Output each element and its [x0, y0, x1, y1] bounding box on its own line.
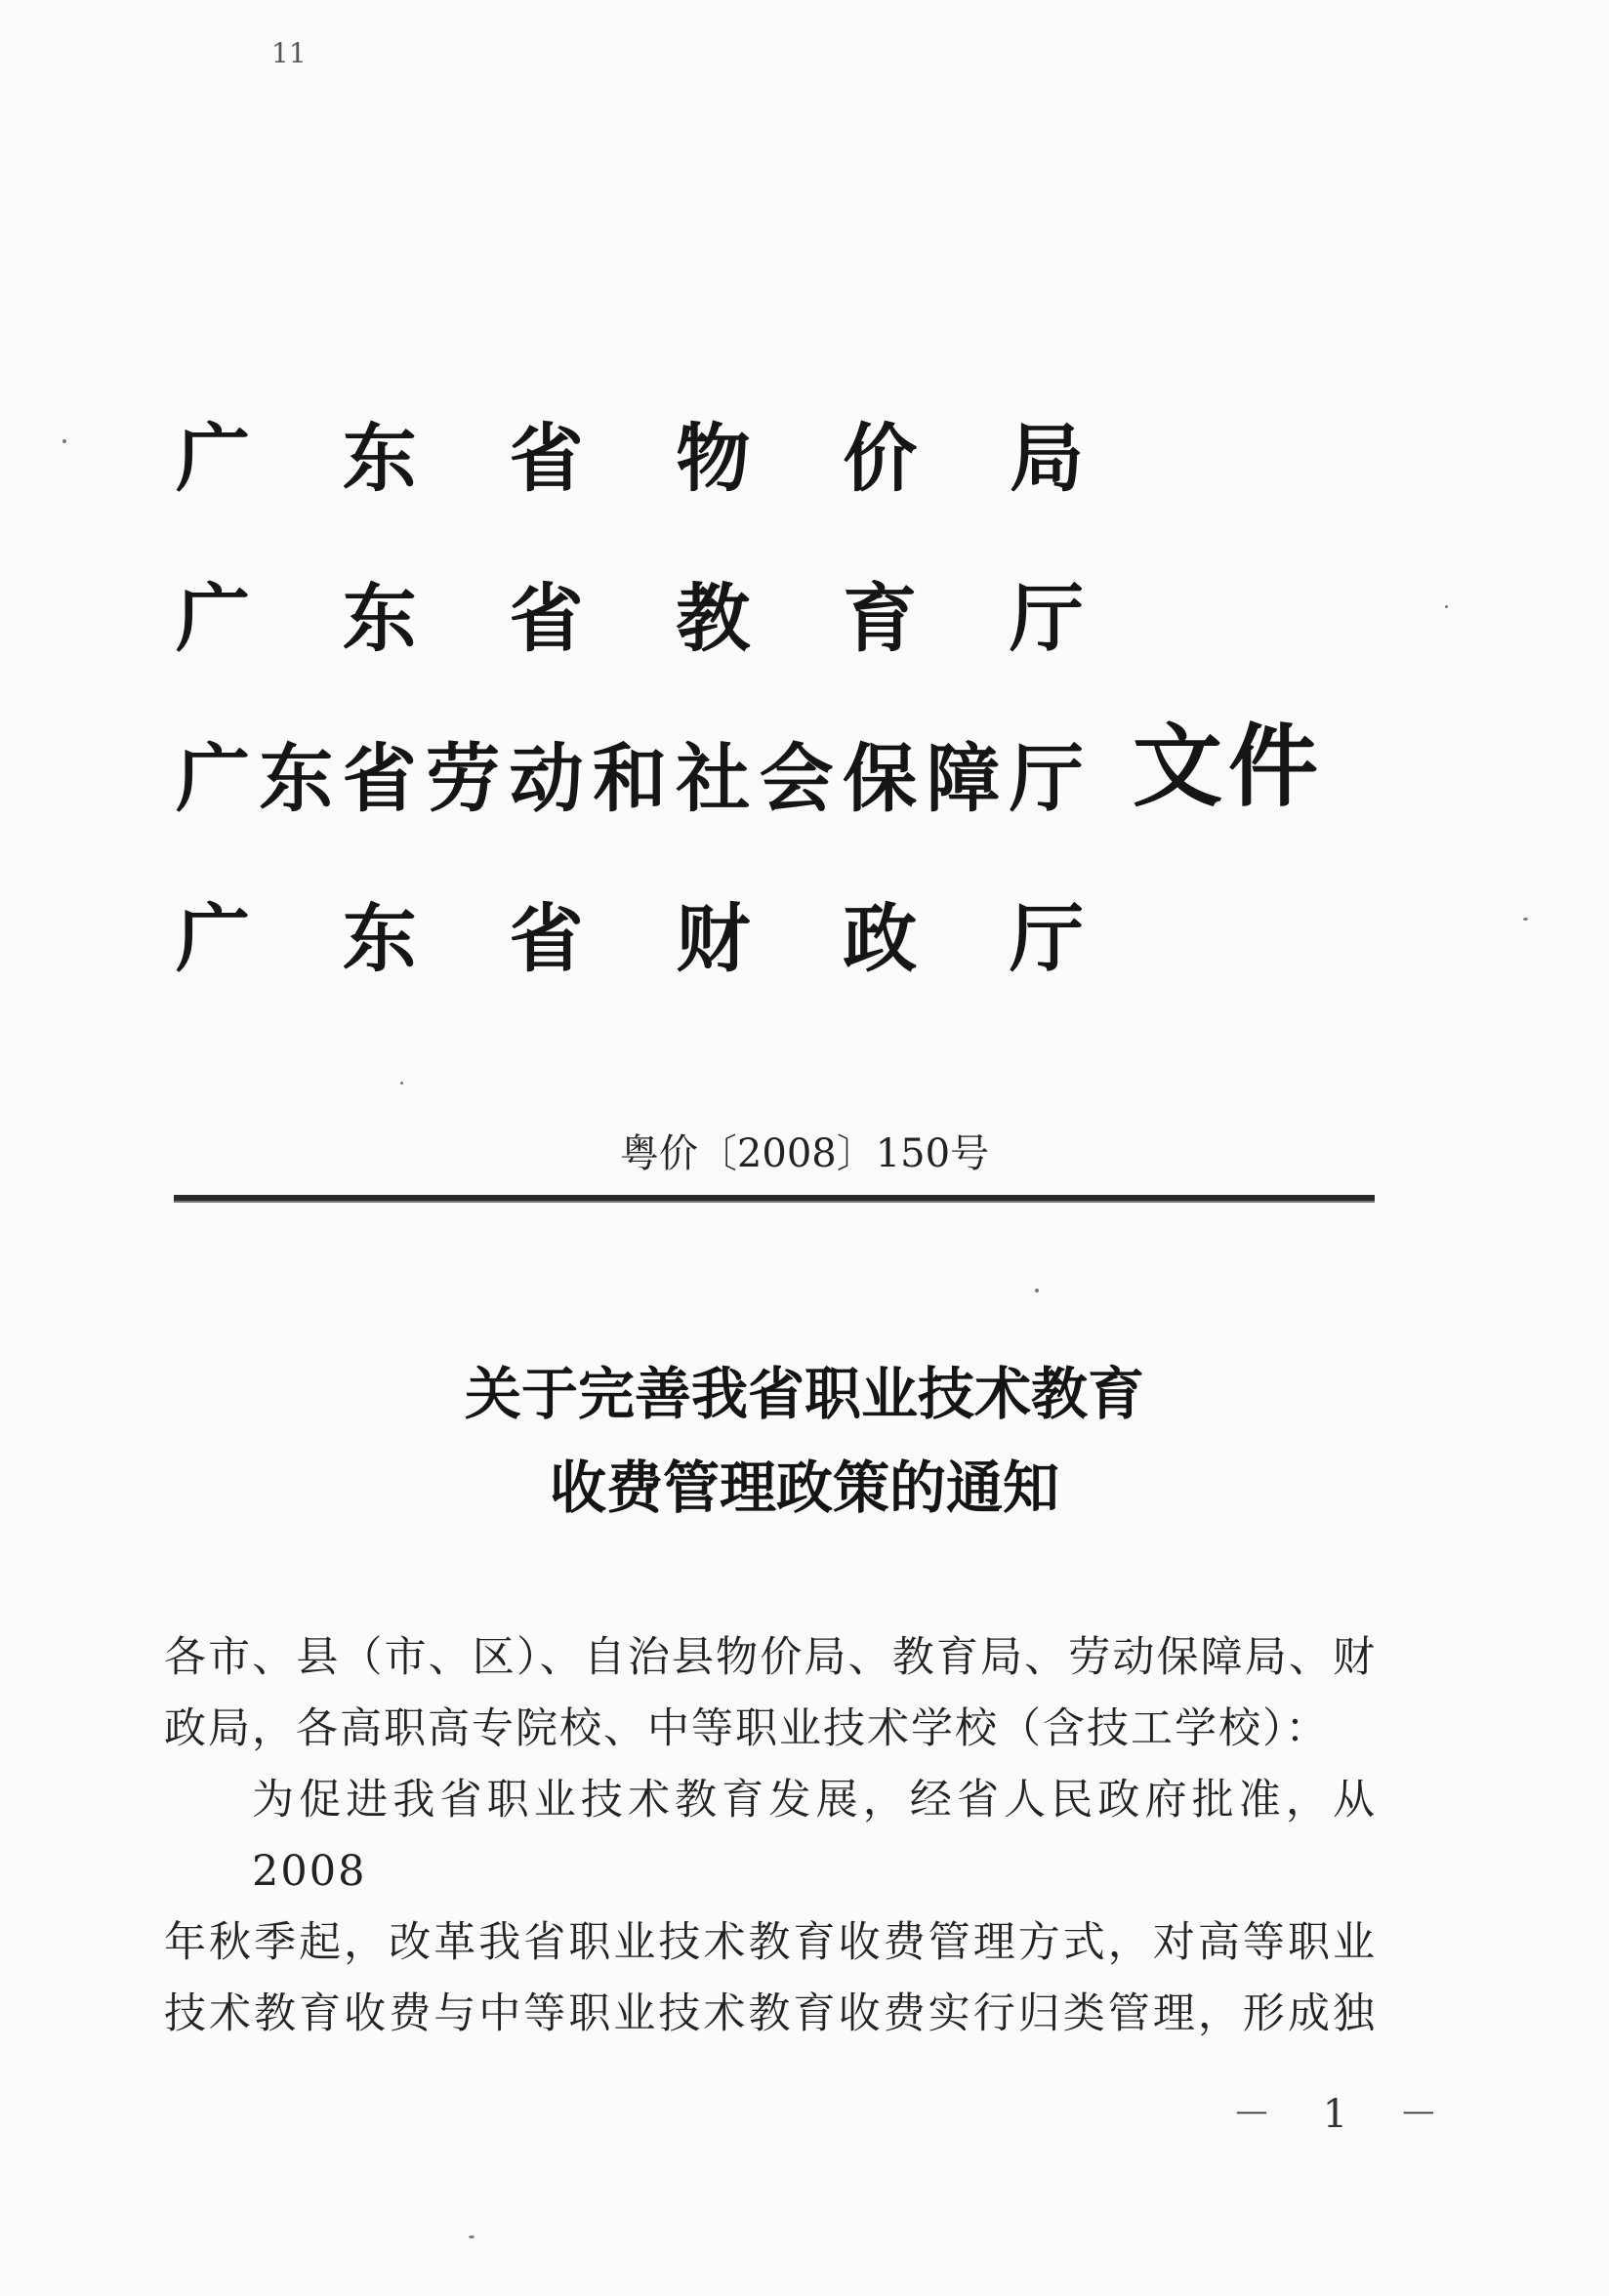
scan-speck — [469, 2235, 474, 2238]
issuer-character: 东 — [342, 895, 417, 982]
header-divider — [174, 1195, 1375, 1203]
issuer-character: 保 — [843, 735, 918, 822]
issuer-character: 省 — [509, 415, 584, 502]
document-type-label: 文件 — [1133, 714, 1325, 819]
issuer-character: 社 — [676, 735, 751, 822]
issuer-character: 省 — [509, 575, 584, 662]
issuer-character: 和 — [592, 735, 667, 822]
issuer-character: 东 — [259, 735, 334, 822]
page-number: － 1 － — [1232, 2092, 1458, 2137]
issuer-character: 动 — [509, 735, 584, 822]
issuer-character: 广 — [176, 415, 250, 502]
issuer-character: 劳 — [426, 735, 501, 822]
issuer-character: 物 — [676, 415, 751, 502]
issuer-character: 政 — [843, 895, 918, 982]
issuer-character: 财 — [676, 895, 751, 982]
issuer-character: 东 — [342, 575, 417, 662]
issuer-character: 省 — [342, 735, 417, 822]
scan-speck — [1445, 605, 1448, 608]
document-body — [164, 1622, 1377, 2050]
scan-speck — [1035, 1289, 1039, 1292]
issuer-character: 育 — [843, 575, 918, 662]
issuer-character: 厅 — [1009, 895, 1084, 982]
addressee-line-2: 政局，各高职高专院校、中等职业技术学校（含技工学校）： — [164, 1704, 1330, 1753]
issuer-finance-department — [176, 895, 1084, 982]
issuer-character: 广 — [176, 575, 250, 662]
paragraph-line-2: 年秋季起，改革我省职业技术教育收费管理方式，对高等职业 — [164, 1918, 1377, 1967]
issuer-character: 教 — [676, 575, 751, 662]
issuer-character: 广 — [176, 735, 250, 822]
issuer-education-department — [176, 575, 1084, 662]
issuer-character: 广 — [176, 895, 250, 982]
scan-speck — [1523, 918, 1528, 921]
issuer-character: 厅 — [1009, 735, 1084, 822]
title-line-1: 关于完善我省职业技术教育 — [464, 1361, 1144, 1427]
addressee-line-1: 各市、县（市、区）、自治县物价局、教育局、劳动保障局、财 — [164, 1633, 1377, 1682]
issuer-character: 厅 — [1009, 575, 1084, 662]
scan-speck — [62, 439, 66, 443]
scan-speck — [400, 1082, 403, 1085]
issuer-character: 会 — [759, 735, 834, 822]
issuer-character: 障 — [926, 735, 1001, 822]
paragraph-line-3: 技术教育收费与中等职业技术教育收费实行归类管理，形成独 — [164, 1989, 1377, 2038]
issuer-character: 东 — [342, 415, 417, 502]
issuer-labor-department — [176, 735, 1084, 822]
issuing-authorities — [176, 415, 1084, 1060]
issuer-character: 局 — [1009, 415, 1084, 502]
issuer-character: 省 — [509, 895, 584, 982]
document-title — [0, 1347, 1609, 1535]
title-line-2: 收费管理政策的通知 — [549, 1455, 1059, 1521]
issuer-price-bureau — [176, 415, 1084, 502]
issuer-character: 价 — [843, 415, 918, 502]
corner-mark: 11 — [271, 37, 307, 69]
paragraph-line-1: 为促进我省职业技术教育发展，经省人民政府批准，从2008 — [252, 1776, 1377, 1896]
document-number: 粤价〔2008〕150号 — [619, 1131, 990, 1176]
